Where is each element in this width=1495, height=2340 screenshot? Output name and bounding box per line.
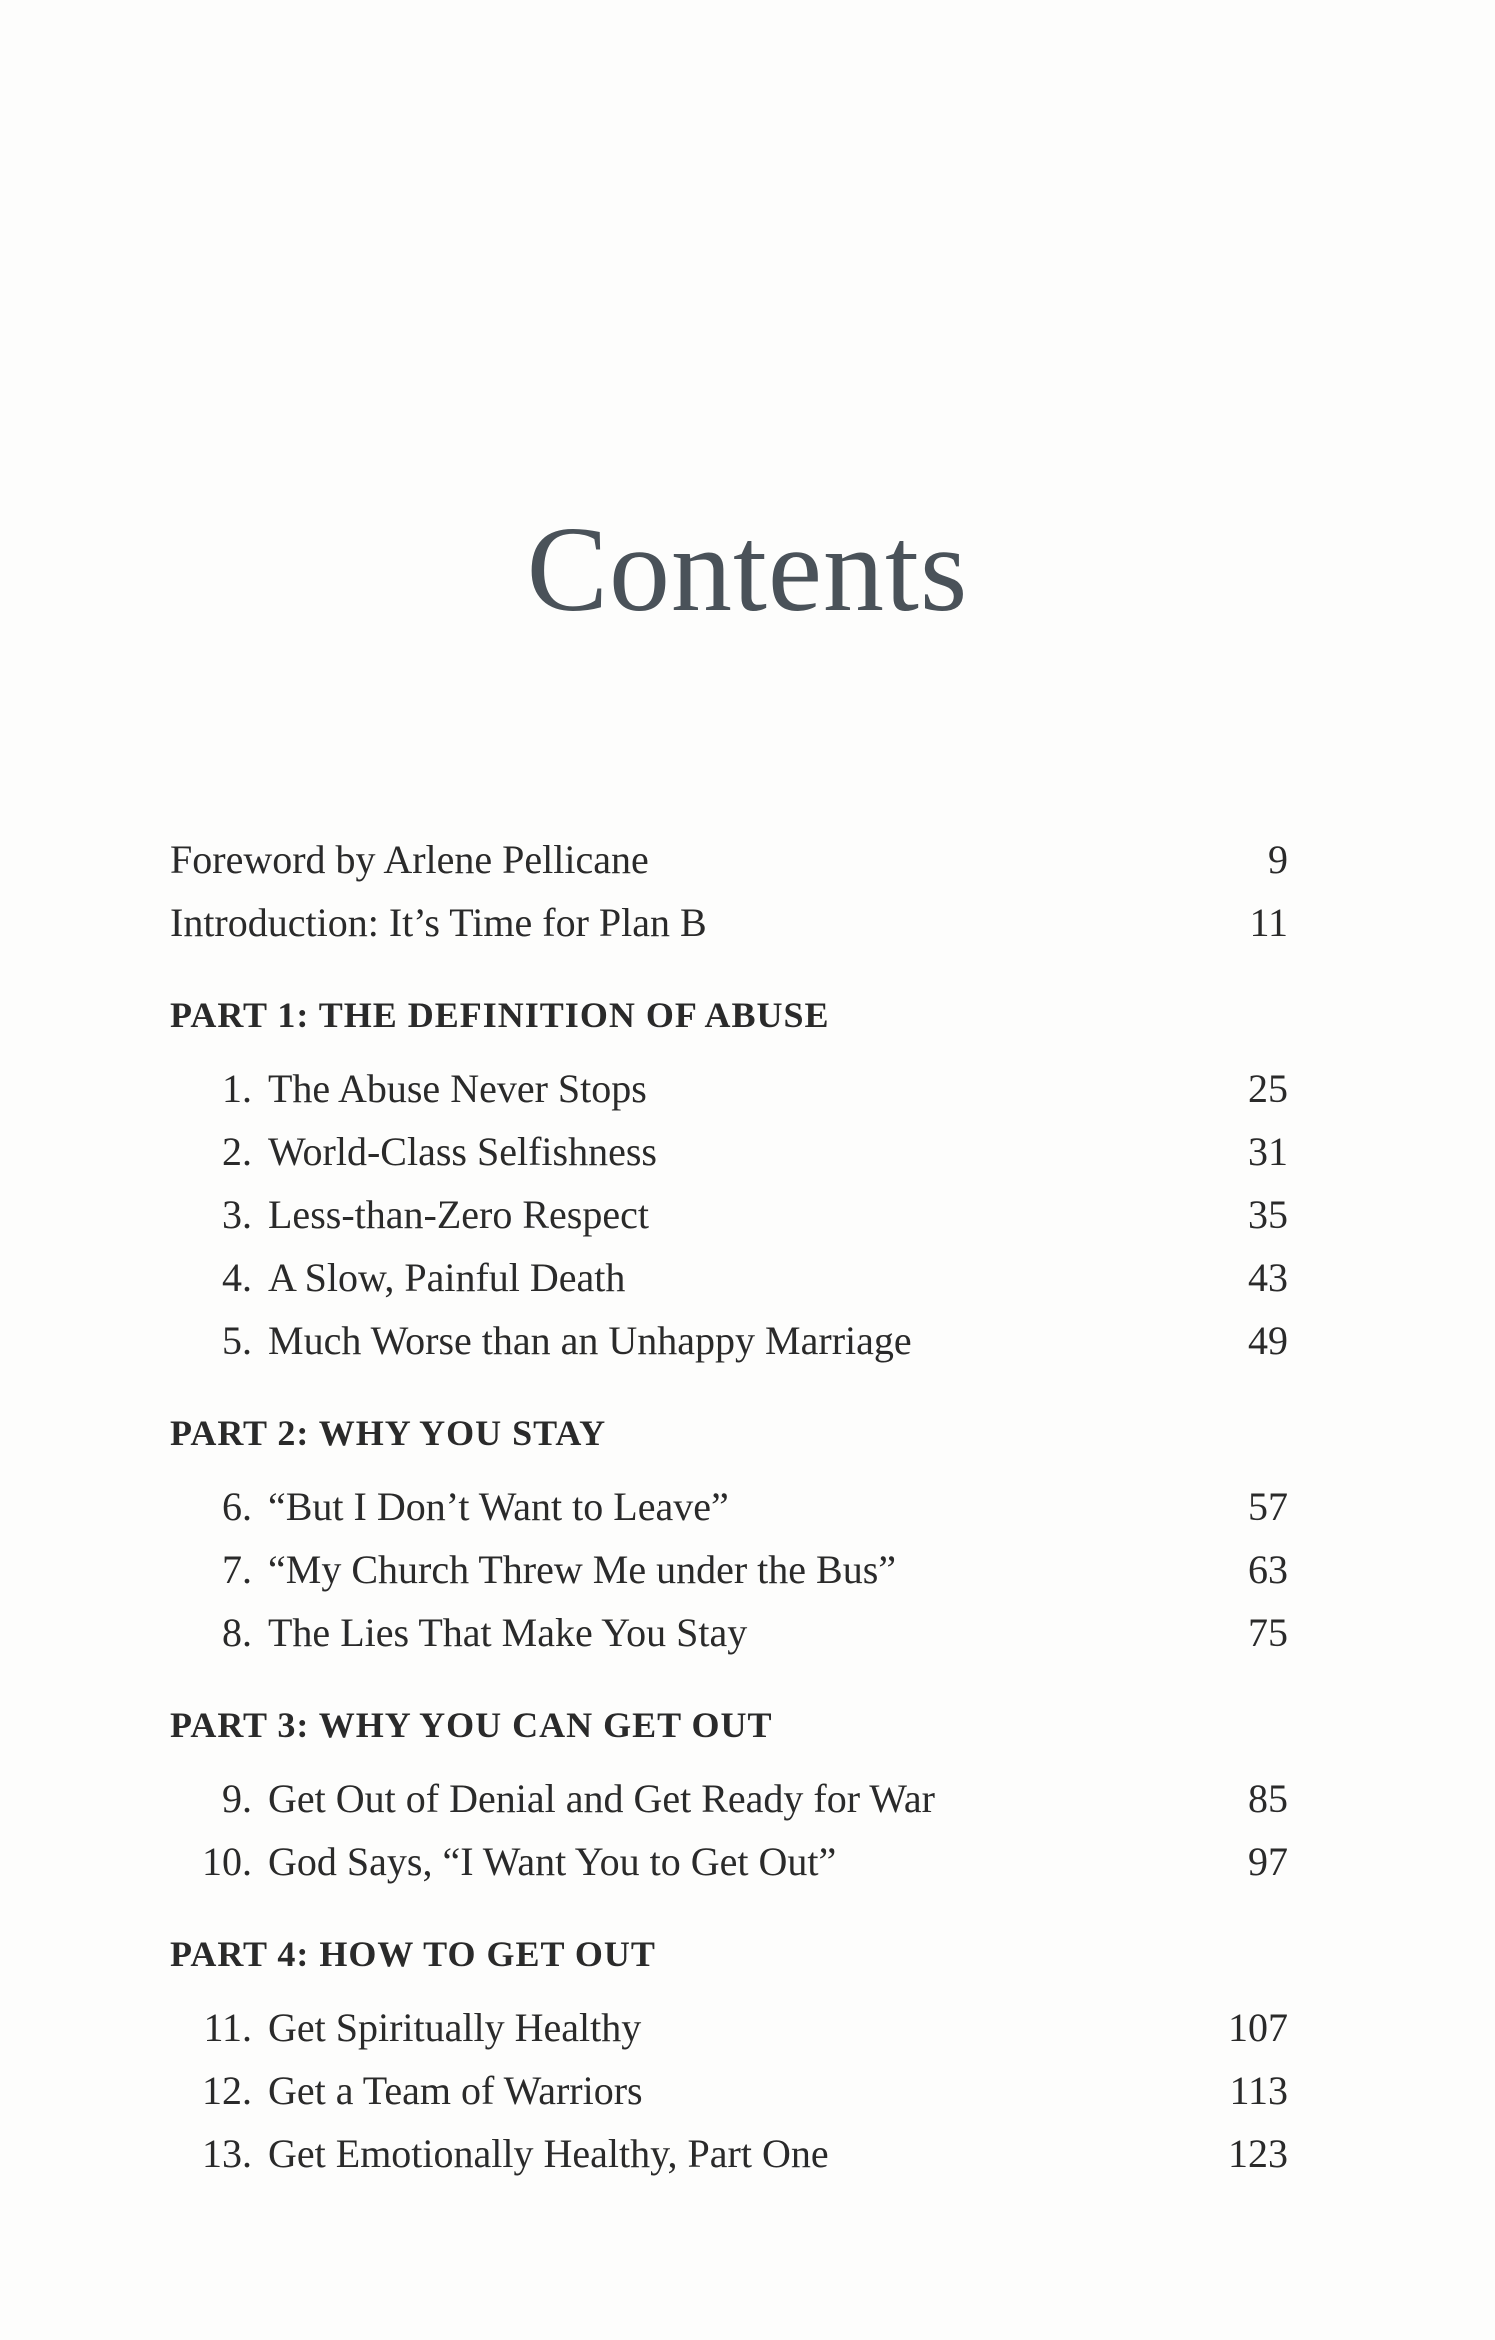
chapter-number: 12.: [202, 2068, 252, 2113]
toc-entry-introduction: [170, 891, 1288, 954]
chapter-title: God Says, “I Want You to Get Out”: [268, 1839, 837, 1884]
chapter-title: “My Church Threw Me under the Bus”: [268, 1547, 897, 1592]
chapter-number: 8.: [222, 1610, 252, 1655]
toc-page-number: 57: [1248, 1484, 1288, 1529]
chapter-number: 6.: [222, 1484, 252, 1529]
toc-page-number: 35: [1248, 1192, 1288, 1237]
toc-page-number: 107: [1228, 2005, 1288, 2050]
toc-page-number: 85: [1248, 1776, 1288, 1821]
toc-entry-label: Foreword by Arlene Pellicane: [170, 837, 649, 882]
toc-page-number: 11: [1249, 900, 1288, 945]
toc-entry-label: Introduction: It’s Time for Plan B: [170, 900, 707, 945]
toc-chapter-4: [170, 1246, 1288, 1309]
chapter-title: World-Class Selfishness: [268, 1129, 657, 1174]
toc-chapter-3: [170, 1183, 1288, 1246]
toc-page-number: 49: [1248, 1318, 1288, 1363]
part-heading-1: PART 1: THE DEFINITION OF ABUSE: [170, 995, 830, 1035]
toc-page-number: 31: [1248, 1129, 1288, 1174]
toc-chapter-12: [170, 2059, 1288, 2122]
toc-chapter-9: [170, 1767, 1288, 1830]
toc-page-number: 43: [1248, 1255, 1288, 1300]
toc-page-number: 9: [1268, 837, 1288, 882]
chapter-title: Get Emotionally Healthy, Part One: [268, 2131, 829, 2176]
chapter-number: 3.: [222, 1192, 252, 1237]
toc-chapter-6: [170, 1475, 1288, 1538]
chapter-number: 7.: [222, 1547, 252, 1592]
chapter-number: 5.: [222, 1318, 252, 1363]
toc-page-number: 63: [1248, 1547, 1288, 1592]
part-heading-4: PART 4: HOW TO GET OUT: [170, 1934, 656, 1974]
toc-chapter-11: [170, 1996, 1288, 2059]
chapter-title: Get Out of Denial and Get Ready for War: [268, 1776, 935, 1821]
chapter-number: 4.: [222, 1255, 252, 1300]
toc-page-number: 113: [1229, 2068, 1288, 2113]
toc-chapter-8: [170, 1601, 1288, 1664]
chapter-title: Get a Team of Warriors: [268, 2068, 643, 2113]
chapter-title: The Lies That Make You Stay: [268, 1610, 748, 1655]
chapter-number: 13.: [202, 2131, 252, 2176]
chapter-number: 1.: [222, 1066, 252, 1111]
chapter-number: 10.: [202, 1839, 252, 1884]
toc-chapter-5: [170, 1309, 1288, 1372]
chapter-number: 9.: [222, 1776, 252, 1821]
toc-entry-foreword: [170, 828, 1288, 891]
chapter-title: A Slow, Painful Death: [268, 1255, 626, 1300]
toc-chapter-10: [170, 1830, 1288, 1893]
toc-chapter-2: [170, 1120, 1288, 1183]
chapter-title: “But I Don’t Want to Leave”: [268, 1484, 729, 1529]
toc-chapter-1: [170, 1057, 1288, 1120]
page-title: Contents: [526, 502, 969, 637]
toc-page-number: 25: [1248, 1066, 1288, 1111]
toc-page-number: 75: [1248, 1610, 1288, 1655]
part-heading-2: PART 2: WHY YOU STAY: [170, 1413, 607, 1453]
chapter-number: 11.: [203, 2005, 252, 2050]
chapter-title: The Abuse Never Stops: [268, 1066, 647, 1111]
toc-page-number: 97: [1248, 1839, 1288, 1884]
toc-page-number: 123: [1228, 2131, 1288, 2176]
chapter-title: Get Spiritually Healthy: [268, 2005, 642, 2050]
chapter-title: Much Worse than an Unhappy Marriage: [268, 1318, 912, 1363]
toc-chapter-7: [170, 1538, 1288, 1601]
part-heading-3: PART 3: WHY YOU CAN GET OUT: [170, 1705, 773, 1745]
toc-chapter-13: [170, 2122, 1288, 2185]
chapter-title: Less-than-Zero Respect: [268, 1192, 649, 1237]
chapter-number: 2.: [222, 1129, 252, 1174]
table-of-contents: [170, 828, 1288, 2185]
